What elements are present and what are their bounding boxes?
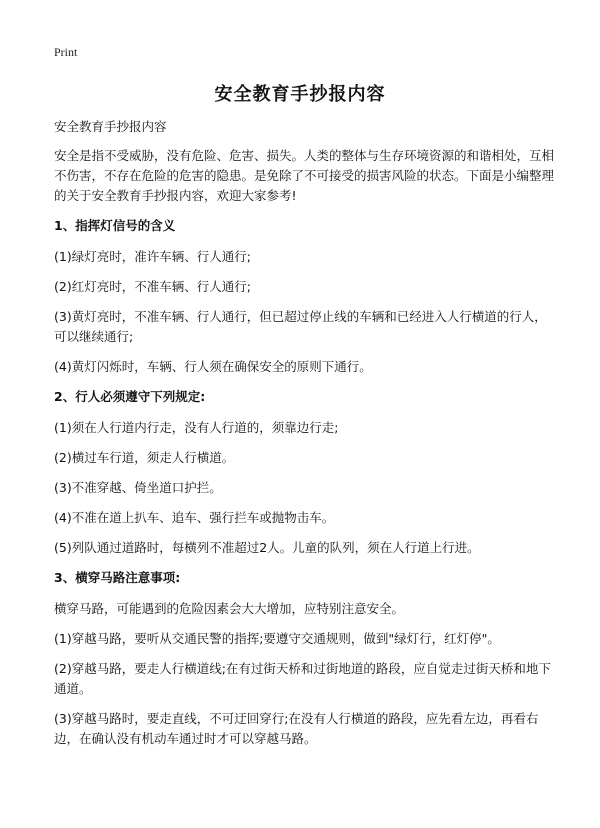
section-heading: 2、行人必须遵守下列规定:	[54, 389, 206, 404]
article-subtitle: 安全教育手抄报内容	[54, 119, 167, 134]
list-item: (5)列队通过道路时，每横列不准超过2人。儿童的队列，须在人行道上行进。	[54, 540, 480, 555]
list-item: (3)穿越马路时，要走直线，不可迂回穿行;在没有人行横道的路段，应先看左边，再看右边，在确认没有机动车通过时才可以穿越马路。	[54, 711, 539, 746]
list-item: (4)黄灯闪烁时，车辆、行人须在确保安全的原则下通行。	[54, 359, 372, 374]
list-item: (1)绿灯亮时，准许车辆、行人通行;	[54, 249, 251, 264]
list-item: (1)穿越马路，要听从交通民警的指挥;要遵守交通规则，做到"绿灯行，红灯停"。	[54, 631, 500, 646]
list-item: (1)须在人行道内行走，没有人行道的，须靠边行走;	[54, 420, 339, 435]
list-item: (3)不准穿越、倚坐道口护拦。	[54, 480, 222, 495]
list-item: (4)不准在道上扒车、追车、强行拦车或抛物击车。	[54, 510, 335, 525]
article-body	[54, 117, 554, 759]
list-item: (3)黄灯亮时，不准车辆、行人通行，但已超过停止线的车辆和已经进入人行横道的行人，可以继续通行;	[54, 309, 547, 344]
list-item: (2)横过车行道，须走人行横道。	[54, 450, 235, 465]
list-item: (2)穿越马路，要走人行横道线;在有过街天桥和过街地道的路段，应自觉走过街天桥和地下通道。	[54, 661, 551, 696]
list-item: (2)红灯亮时，不准车辆、行人通行;	[54, 279, 251, 294]
section-intro: 横穿马路，可能遇到的危险因素会大大增加，应特别注意安全。	[54, 601, 405, 616]
intro-paragraph: 安全是指不受威胁，没有危险、危害、损失。人类的整体与生存环境资源的和谐相处，互相不伤害，不存在危险的危害的隐患。是免除了不可接受的损害风险的状态。下面是小编整理的关于安全教育手抄报内容，欢迎大家参考!	[54, 148, 555, 203]
print-label: Print	[54, 45, 78, 59]
section-heading: 3、横穿马路注意事项:	[54, 570, 181, 585]
page-title: 安全教育手抄报内容	[214, 84, 386, 105]
section-heading: 1、指挥灯信号的含义	[54, 218, 176, 233]
